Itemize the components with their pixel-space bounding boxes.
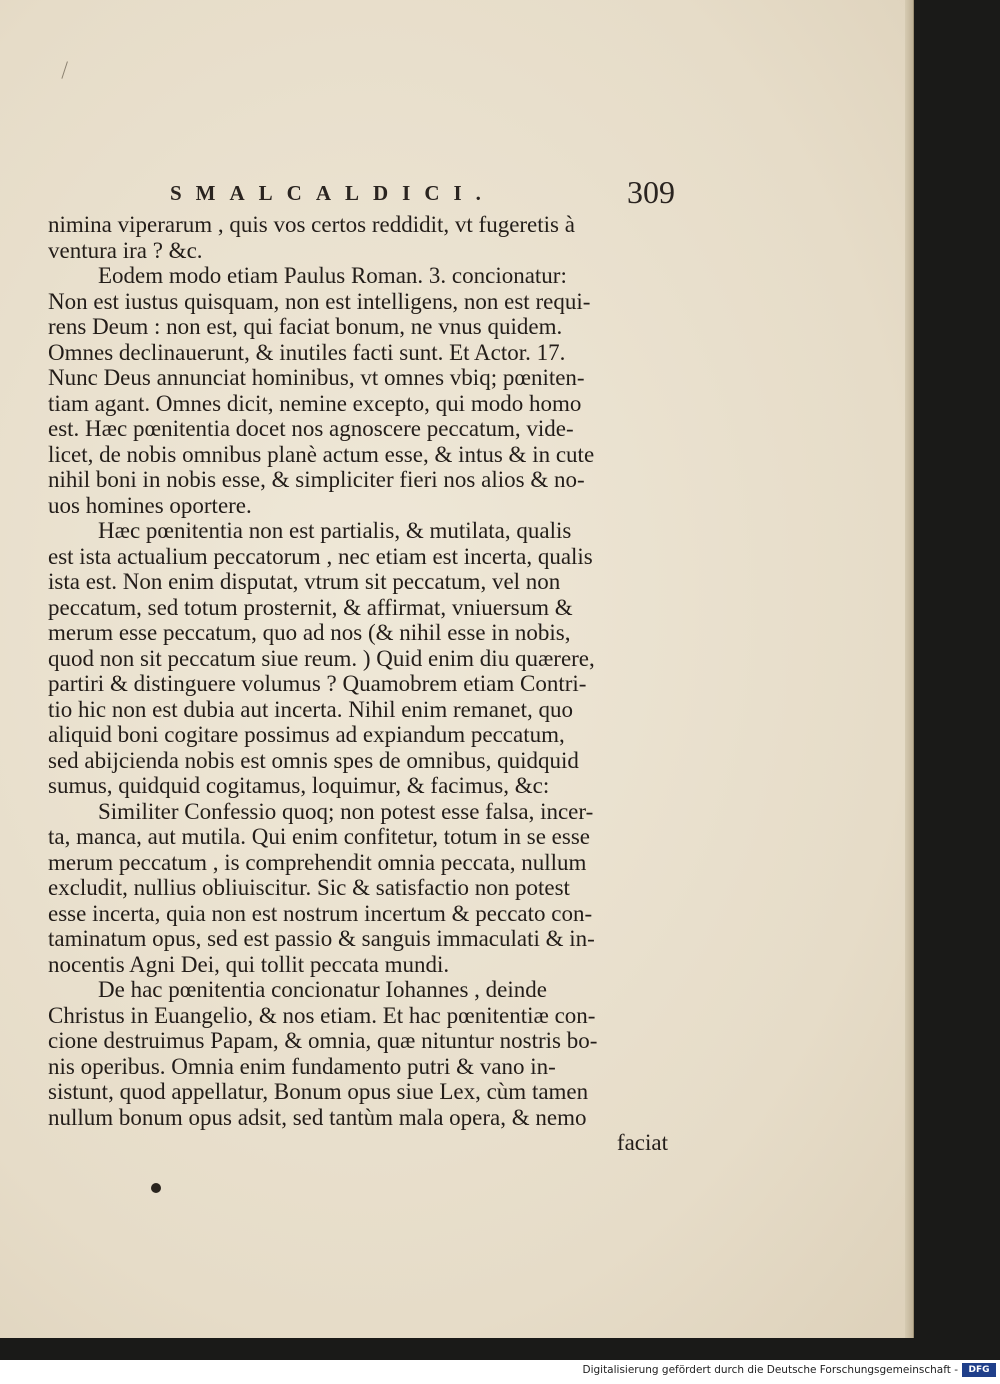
ink-dot <box>151 1183 161 1193</box>
text-line: nimina viperarum , quis vos certos reddidit, vt fugeretis à <box>48 212 575 237</box>
text-line: sed abijcienda nobis est omnis spes de omnibus, quidquid <box>48 747 579 773</box>
text-line: nis operibus. Omnia enim fundamento putri & vano in- <box>48 1053 556 1079</box>
text-line: nocentis Agni Dei, qui tollit peccata mundi. <box>48 951 450 977</box>
text-line: Similiter Confessio quoq; non potest esse falsa, incer- <box>98 798 594 824</box>
funding-note: Digitalisierung gefördert durch die Deutsche Forschungsgemeinschaft - <box>582 1364 958 1376</box>
body-text <box>48 212 668 1156</box>
pencil-mark <box>61 61 73 80</box>
text-line: partiri & distinguere volumus ? Quamobrem etiam Contri- <box>48 671 587 696</box>
text-line: Eodem modo etiam Paulus Roman. 3. concionatur: <box>98 263 567 288</box>
text-line: sistunt, quod appellatur, Bonum opus siue Lex, cùm tamen <box>48 1079 589 1104</box>
text-line: taminatum opus, sed est passio & sanguis immaculati & in- <box>48 926 595 951</box>
text-line: est. Hæc pœnitentia docet nos agnoscere peccatum, vide- <box>48 416 574 441</box>
catchword: faciat <box>616 1130 668 1155</box>
text-line: ta, manca, aut mutila. Qui enim confitetur, totum in se esse <box>48 824 590 849</box>
text-line: sumus, quidquid cogitamus, loquimur, & facimus, &c: <box>48 773 550 798</box>
text-line: aliquid boni cogitare possimus ad expiandum peccatum, <box>48 722 565 747</box>
text-line: De hac pœnitentia concionatur Iohannes , deinde <box>98 977 547 1002</box>
text-line: esse incerta, quia non est nostrum incertum & peccato con- <box>48 900 593 926</box>
text-line: Hæc pœnitentia non est partialis, & mutilata, qualis <box>98 518 572 543</box>
text-line: Non est iustus quisquam, non est intelligens, non est requi- <box>48 288 591 314</box>
text-line: merum peccatum , is comprehendit omnia peccata, nullum <box>48 849 587 875</box>
text-line: quod non sit peccatum siue reum. ) Quid enim diu quærere, <box>48 645 595 671</box>
text-line: cione destruimus Papam, & omnia, quæ nituntur nostris bo- <box>48 1028 598 1053</box>
text-line: nullum bonum opus adsit, sed tantùm mala opera, & nemo <box>48 1104 587 1130</box>
text-line: ista est. Non enim disputat, vtrum sit peccatum, vel non <box>48 569 561 594</box>
text-line: ventura ira ? &c. <box>48 237 203 263</box>
text-line: Christus in Euangelio, & nos etiam. Et hac pœnitentiæ con- <box>48 1002 596 1028</box>
text-line: Nunc Deus annunciat hominibus, vt omnes vbiq; pœniten- <box>48 365 585 390</box>
page-number: 309 <box>627 174 675 210</box>
text-line: merum esse peccatum, quo ad nos (& nihil esse in nobis, <box>48 620 571 645</box>
text-line: tiam agant. Omnes dicit, nemine excepto, qui modo homo <box>48 390 582 416</box>
running-head <box>170 174 675 212</box>
running-title: SMALCALDICI. <box>170 181 495 205</box>
text-line: Omnes declinauerunt, & inutiles facti sunt. Et Actor. 17. <box>48 339 566 365</box>
text-line: licet, de nobis omnibus planè actum esse, & intus & in cute <box>48 441 595 467</box>
text-line: nihil boni in nobis esse, & simpliciter fieri nos alios & no- <box>48 467 585 492</box>
text-line: peccatum, sed totum prosternit, & affirmat, vniuersum & <box>48 594 573 620</box>
footer-bar <box>0 1360 1000 1384</box>
text-line: rens Deum : non est, qui faciat bonum, ne vnus quidem. <box>48 314 563 339</box>
dfg-logo-icon[interactable]: DFG <box>962 1363 996 1377</box>
page-edge <box>905 0 913 1338</box>
text-line: excludit, nullius obliuiscitur. Sic & satisfactio non potest <box>48 875 570 900</box>
text-line: tio hic non est dubia aut incerta. Nihil enim remanet, quo <box>48 696 574 722</box>
text-line: est ista actualium peccatorum , nec etiam est incerta, qualis <box>48 543 593 569</box>
text-line: uos homines oportere. <box>48 492 252 518</box>
